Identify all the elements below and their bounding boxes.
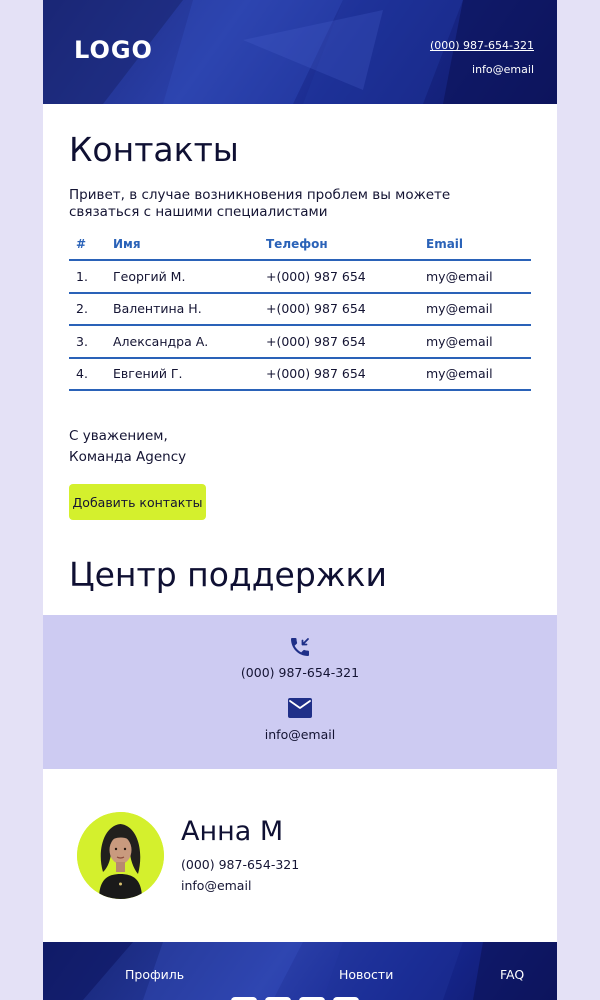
table-row [69, 260, 531, 293]
row-phone[interactable]: +(000) 987 654 [259, 260, 419, 293]
footer-link-profile[interactable]: Профиль [125, 967, 185, 982]
row-email[interactable]: my@email [419, 260, 531, 293]
signoff-line-2: Команда Agency [69, 449, 187, 465]
email-container [43, 0, 557, 1000]
column-header-phone: Телефон [259, 228, 419, 260]
row-phone[interactable]: +(000) 987 654 [259, 293, 419, 326]
table-header-row [69, 228, 531, 260]
row-email[interactable]: my@email [419, 325, 531, 358]
row-email[interactable]: my@email [419, 293, 531, 326]
header-email[interactable]: info@email [472, 63, 534, 76]
add-contacts-button[interactable]: Добавить контакты [69, 484, 206, 520]
phone-incoming-icon [288, 635, 312, 659]
header-banner [43, 0, 557, 104]
envelope-icon [288, 698, 312, 718]
row-number: 4. [69, 358, 106, 391]
row-name: Валентина Н. [106, 293, 259, 326]
header-phone-link[interactable]: (000) 987-654-321 [429, 39, 534, 52]
support-box [43, 615, 557, 769]
support-email[interactable]: info@email [264, 727, 336, 742]
footer-link-faq[interactable]: FAQ [500, 967, 525, 982]
avatar [77, 812, 164, 899]
row-name: Александра А. [106, 325, 259, 358]
column-header-email: Email [419, 228, 531, 260]
support-phone[interactable]: (000) 987-654-321 [240, 665, 360, 680]
avatar-portrait [77, 812, 164, 899]
contacts-table [69, 228, 531, 391]
column-header-name: Имя [106, 228, 259, 260]
row-name: Георгий М. [106, 260, 259, 293]
profile-email[interactable]: info@email [181, 878, 252, 893]
row-phone[interactable]: +(000) 987 654 [259, 325, 419, 358]
table-row [69, 358, 531, 391]
column-header-number: # [69, 228, 106, 260]
profile-phone[interactable]: (000) 987-654-321 [181, 857, 300, 872]
signoff-line-1: С уважением, [69, 428, 168, 444]
profile-name: Анна М [181, 816, 284, 847]
row-email[interactable]: my@email [419, 358, 531, 391]
row-number: 3. [69, 325, 106, 358]
table-row [69, 325, 531, 358]
page-title: Контакты [69, 130, 239, 169]
table-row [69, 293, 531, 326]
intro-text: Привет, в случае возникновения проблем вы можете связаться с нашими специалистами [69, 187, 451, 220]
support-title: Центр поддержки [69, 555, 387, 594]
row-name: Евгений Г. [106, 358, 259, 391]
logo[interactable]: LOGO [74, 36, 153, 64]
signoff [69, 426, 186, 468]
row-phone[interactable]: +(000) 987 654 [259, 358, 419, 391]
footer-background-pattern [43, 942, 557, 1000]
footer [43, 942, 557, 1000]
footer-link-news[interactable]: Новости [339, 967, 394, 982]
row-number: 2. [69, 293, 106, 326]
row-number: 1. [69, 260, 106, 293]
